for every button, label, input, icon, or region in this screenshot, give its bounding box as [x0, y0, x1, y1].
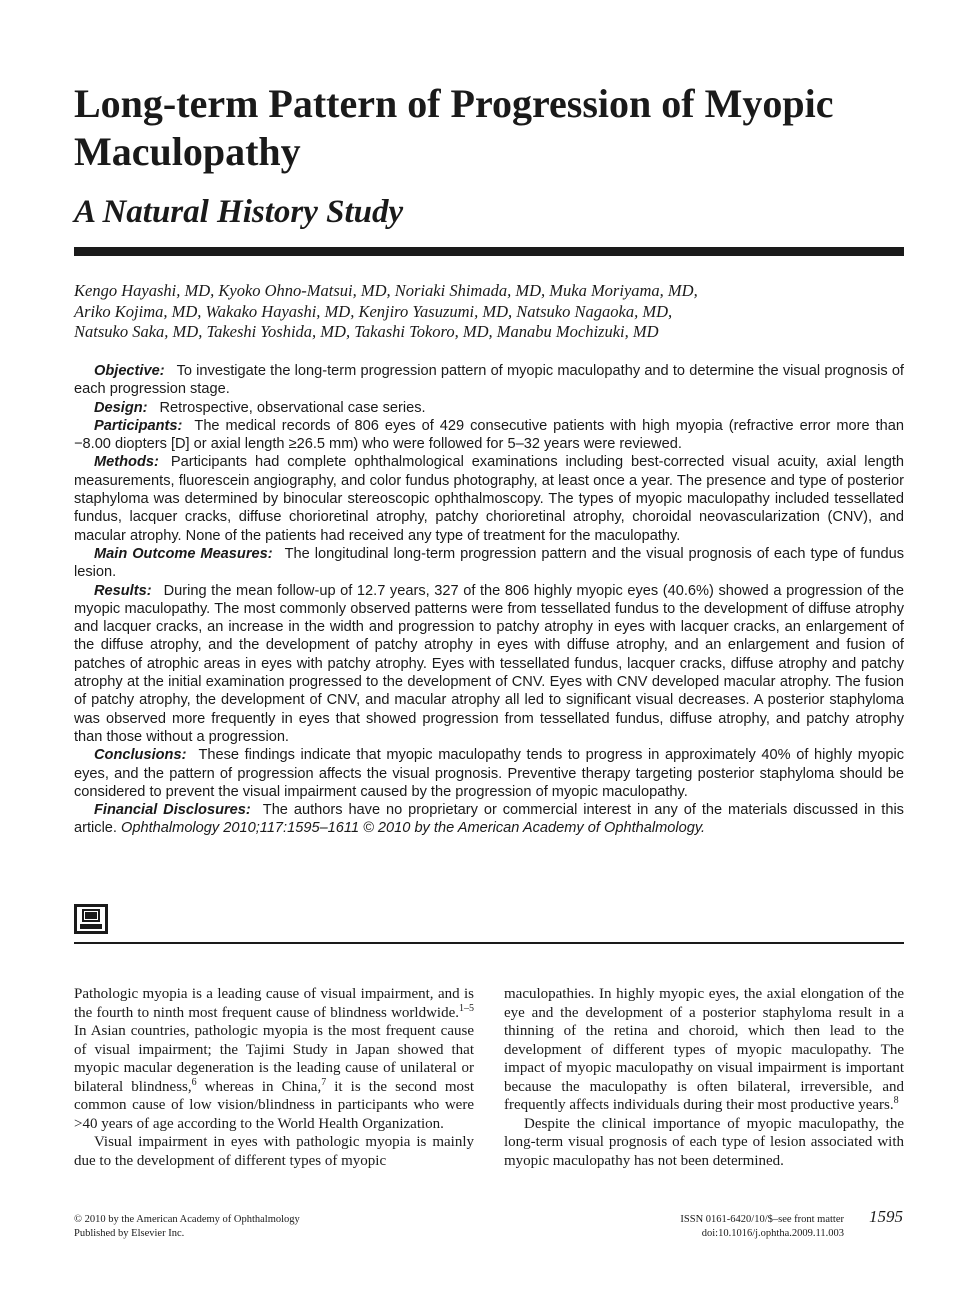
publisher-text: Published by Elsevier Inc.: [74, 1228, 185, 1239]
copyright-text: © 2010 by the American Academy of Ophthalmology: [74, 1214, 300, 1225]
body-text: it is the second most common cause of low vision/blindness in participants who were >40 years of age according to the World Health Organization.: [74, 1078, 474, 1132]
author-list: [74, 281, 904, 343]
abstract-disclosures: [74, 801, 904, 838]
page-number: 1595: [869, 1207, 903, 1226]
abstract-results: [74, 582, 904, 747]
abstract-divider: [74, 942, 904, 944]
reference-link[interactable]: 8: [893, 1095, 899, 1106]
body-text: maculopathies. In highly myopic eyes, the axial elongation of the eye and the development of a posterior staphyloma result in a thinning of the retina and choroid, which then lead to the development of different types of myopic maculopathy. The impact of myopic maculopathy on visual impairment is important because the maculopathy is often bilateral, irreversible, and frequently affects individuals during their most productive years.: [504, 986, 904, 1113]
author-line: Kengo Hayashi, MD, Kyoko Ohno-Matsui, MD, Noriaki Shimada, MD, Muka Moriyama, MD,: [74, 281, 698, 300]
body-paragraph: [504, 985, 904, 1115]
section-label: Participants:: [94, 417, 183, 434]
abstract-design: [74, 399, 904, 417]
section-label: Results:: [94, 582, 152, 599]
article-title: Long-term Pattern of Progression of Myopic Maculopathy: [74, 81, 834, 174]
section-text: During the mean follow-up of 12.7 years, 327 of the 806 highly myopic eyes (40.6%) showed a progression of the myopic maculopathy. The most commonly observed patterns were from tessellated fundus to the development of diffuse atrophy and lacquer cracks, an increase in the width and progression to patchy atrophy in eyes with lacquer cracks, an enlargement of the diffuse atrophy, and the development of patchy atrophy in eyes with diffuse atrophy, and an enlargement and fusion of patches of atrophic areas in eyes with patchy atrophy. Eyes with tessellated fundus, lacquer cracks, diffuse atrophy and patchy atrophy at the initial examination progressed to the development of CNV. Eyes with CNV developed macular atrophy. The fusion of patchy atrophy, the development of CNV, and macular atrophy all led to significant visual decreases. A posterior staphyloma was observed more frequently in eyes that showed progression from tessellated fundus, diffuse atrophy, and patchy atrophy than those without a progression.: [74, 582, 904, 745]
section-text: These findings indicate that myopic maculopathy tends to progress in approximately 40% of highly myopic eyes, and the pattern of progression affects the visual prognosis. Preventive therapy targeting posterior staphyloma should be considered to prevent the visual impairment caused by the progression of myopic maculopathy.: [74, 747, 904, 800]
body-paragraph: [74, 985, 474, 1133]
abstract-objective: [74, 362, 904, 399]
body-text: In Asian countries, pathologic myopia is the most frequent cause of visual impairment; the Tajimi Study in Japan showed that myopic macular degeneration is the leading cause of unilateral or bilateral blindness,: [74, 1023, 474, 1095]
section-label: Conclusions:: [94, 747, 187, 764]
abstract-outcome: [74, 545, 904, 582]
journal-citation: Ophthalmology 2010;117:1595–1611 © 2010 by the American Academy of Ophthalmology.: [121, 820, 706, 837]
section-text: Retrospective, observational case series.: [159, 399, 426, 416]
footer-copyright: [74, 1213, 300, 1241]
section-label: Objective:: [94, 363, 165, 379]
section-text: To investigate the long-term progression pattern of myopic maculopathy and to determine the visual prognosis of each progression stage.: [74, 363, 904, 398]
title-divider: [74, 247, 904, 256]
section-text: The medical records of 806 eyes of 429 consecutive patients with high myopia (refractive error more than −8.00 diopters [D] or axial length ≥26.5 mm) who were followed for 5–32 years were reviewed.: [74, 417, 904, 453]
section-text: The authors have no proprietary or commercial interest in any of the materials discussed in this article.: [74, 802, 904, 837]
section-label: Main Outcome Measures:: [94, 545, 273, 562]
abstract-conclusions: [74, 746, 904, 801]
body-column-right: [504, 985, 904, 1170]
reference-link[interactable]: 7: [321, 1076, 327, 1088]
section-text: Participants had complete ophthalmological examinations including best-corrected visual acuity, axial length measurements, fluorescein angiography, and color fundus photography, at least once a year. The presence and type of posterior staphyloma was determined by binocular stereoscopic ophthalmoscopy. The types of myopic maculopathy included tessellated fundus, lacquer cracks, diffuse chorioretinal atrophy, patchy chorioretinal atrophy, choroidal neovascularization (CNV), and macular atrophy. None of the patients had received any type of treatment for the maculopathy.: [74, 454, 904, 544]
abstract-participants: [74, 417, 904, 454]
footer-issn: [680, 1213, 844, 1241]
computer-icon: [74, 904, 108, 934]
body-text: whereas in China,: [196, 1078, 322, 1095]
section-text: The longitudinal long-term progression pattern and the visual prognosis of each type of fundus lesion.: [74, 545, 904, 581]
doi-link[interactable]: doi:10.1016/j.ophtha.2009.11.003: [701, 1228, 844, 1239]
section-label: Financial Disclosures:: [94, 802, 251, 819]
author-line: Ariko Kojima, MD, Wakako Hayashi, MD, Kenjiro Yasuzumi, MD, Natsuko Nagaoka, MD,: [74, 301, 673, 321]
body-text: Pathologic myopia is a leading cause of visual impairment, and is the fourth to ninth most frequent cause of blindness worldwide.: [74, 986, 474, 1021]
section-label: Design:: [94, 399, 148, 416]
issn-text: ISSN 0161-6420/10/$–see front matter: [680, 1214, 844, 1225]
body-paragraph: Despite the clinical importance of myopic maculopathy, the long-term visual prognosis of each type of lesion associated with myopic maculopathy has not been determined.: [504, 1115, 904, 1169]
reference-link[interactable]: 1–5: [459, 1002, 474, 1014]
article-subtitle: A Natural History Study: [74, 194, 404, 230]
section-label: Methods:: [94, 454, 159, 471]
reference-link[interactable]: 6: [191, 1076, 197, 1088]
abstract-methods: [74, 453, 904, 544]
body-paragraph: Visual impairment in eyes with pathologic myopia is mainly due to the development of different types of myopic: [74, 1134, 474, 1169]
author-line: Natsuko Saka, MD, Takeshi Yoshida, MD, Takashi Tokoro, MD, Manabu Mochizuki, MD: [74, 322, 659, 341]
abstract: [74, 362, 904, 838]
body-column-left: [74, 985, 474, 1170]
